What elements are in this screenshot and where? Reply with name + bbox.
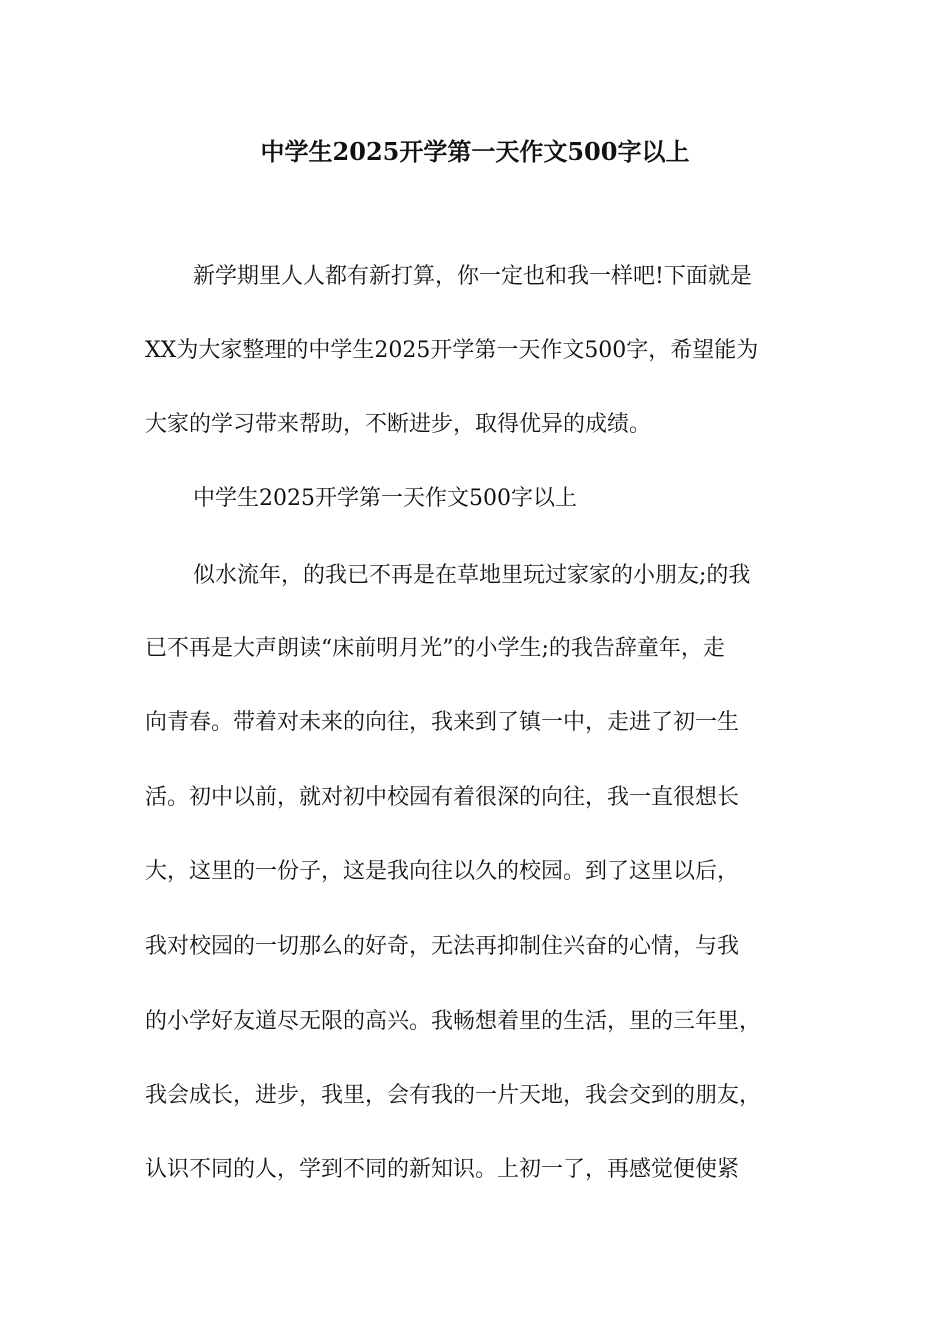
paragraph-line: 向青春。带着对未来的向往，我来到了镇一中，走进了初一生 [145,710,740,735]
paragraph-line: 大家的学习带来帮助，不断进步，取得优异的成绩。 [145,412,652,437]
paragraph-line: 新学期里人人都有新打算，你一定也和我一样吧!下面就是 [193,264,752,289]
paragraph-line: 似水流年，的我已不再是在草地里玩过家家的小朋友;的我 [193,563,751,588]
paragraph-line: 我对校园的一切那么的好奇，无法再抑制住兴奋的心情，与我 [145,934,740,959]
paragraph-line: 大，这里的一份子，这是我向往以久的校园。到了这里以后， [145,859,740,884]
paragraph-line: XX为大家整理的中学生2025开学第一天作文500字，希望能为 [145,338,759,363]
paragraph-line: 的小学好友道尽无限的高兴。我畅想着里的生活，里的三年里， [145,1009,762,1034]
paragraph-line: 已不再是大声朗读“床前明月光”的小学生;的我告辞童年，走 [145,636,725,661]
paragraph-line: 活。初中以前，就对初中校园有着很深的向往，我一直很想长 [145,785,740,810]
paragraph-line: 认识不同的人，学到不同的新知识。上初一了，再感觉便使紧 [145,1157,740,1182]
section-heading-line: 中学生2025开学第一天作文500字以上 [193,486,577,511]
document-title: 中学生2025开学第一天作文500字以上 [260,137,690,166]
paragraph-line: 我会成长，进步，我里，会有我的一片天地，我会交到的朋友， [145,1083,762,1108]
